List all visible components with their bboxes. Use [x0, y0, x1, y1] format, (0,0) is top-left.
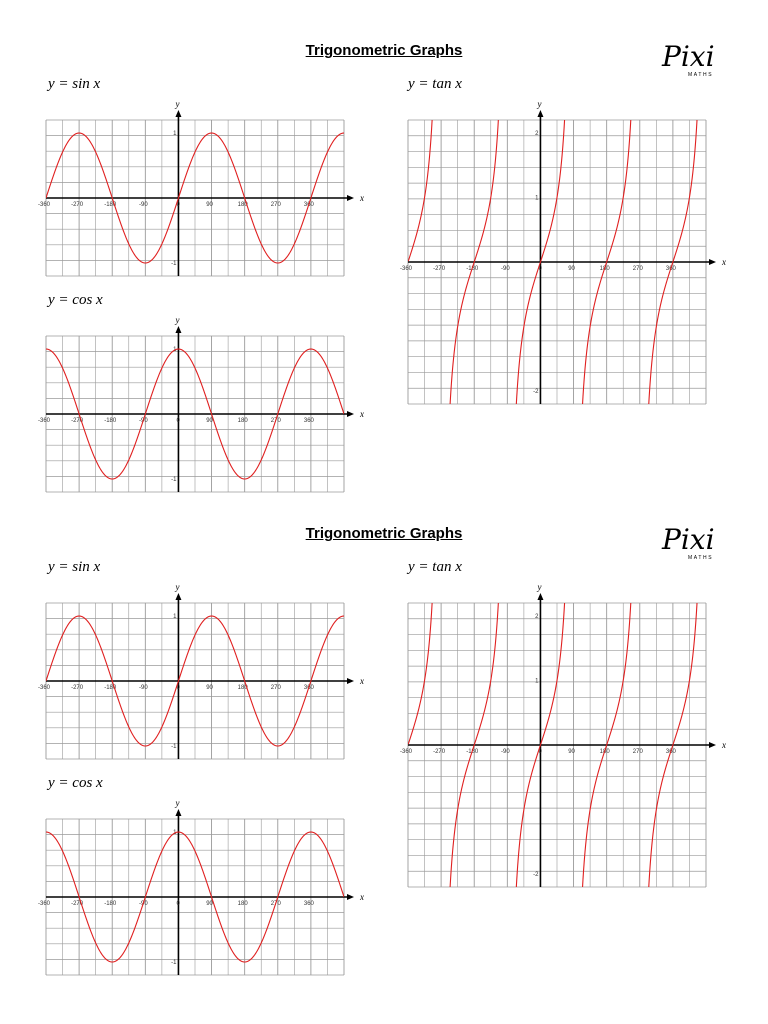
x-tick-label: 270: [632, 749, 643, 755]
x-tick-label: -270: [433, 266, 446, 272]
y-tick-label: 1: [173, 614, 177, 620]
y-tick-label: -1: [171, 477, 177, 483]
x-tick-label: 180: [237, 202, 248, 208]
x-tick-label: -90: [138, 202, 148, 208]
x-tick-label: -90: [500, 749, 510, 755]
x-axis-arrow: [709, 742, 716, 748]
cos-equation-label: y = cos x: [48, 292, 103, 308]
tan-equation-label: y = tan x: [408, 76, 462, 92]
x-tick-label: 0: [176, 202, 180, 208]
y-tick-label: -2: [533, 872, 539, 879]
x-tick-label: 270: [270, 418, 281, 424]
x-tick-label: -360: [37, 685, 51, 691]
x-tick-label: 360: [303, 202, 314, 208]
x-tick-label: -90: [138, 685, 148, 691]
tan-equation-label: y = tan x: [408, 559, 462, 575]
x-tick-label: 360: [303, 685, 314, 691]
y-tick-label: 1: [173, 131, 177, 137]
x-tick-label: -270: [433, 749, 446, 755]
page-title: Trigonometric Graphs: [305, 525, 463, 542]
cos-graph: [37, 312, 380, 504]
x-tick-label: -270: [71, 202, 84, 208]
x-tick-label: 360: [665, 266, 676, 272]
sin-graph: [37, 96, 380, 288]
x-tick-label: 270: [270, 685, 281, 691]
x-axis-label: x: [722, 257, 726, 267]
y-axis-arrow: [175, 326, 181, 333]
x-tick-label: -360: [399, 266, 413, 272]
x-tick-label: -90: [138, 901, 148, 907]
x-tick-label: 90: [206, 685, 213, 691]
y-axis-arrow: [537, 593, 543, 600]
x-tick-label: 270: [270, 901, 281, 907]
x-tick-label: -270: [71, 901, 84, 907]
x-axis-arrow: [347, 411, 354, 417]
page-title: Trigonometric Graphs: [305, 42, 463, 59]
y-axis-label: y: [175, 99, 180, 109]
x-tick-label: 360: [303, 418, 314, 424]
x-axis-label: x: [360, 676, 364, 686]
x-tick-label: 90: [206, 202, 213, 208]
x-axis-label: x: [722, 740, 726, 750]
worksheet-top: [0, 0, 768, 500]
x-axis-arrow: [347, 894, 354, 900]
x-axis-arrow: [347, 195, 354, 201]
x-tick-label: 0: [538, 749, 542, 755]
x-axis-label: x: [360, 409, 364, 419]
x-tick-label: -180: [466, 749, 479, 755]
x-tick-label: -360: [37, 901, 51, 907]
y-tick-label: 1: [173, 347, 177, 353]
y-axis-arrow: [175, 110, 181, 117]
y-tick-label: 1: [173, 830, 177, 836]
svg-text:Pixi: Pixi: [662, 40, 715, 73]
worksheet-bottom: [0, 483, 768, 983]
y-axis-label: y: [175, 315, 180, 325]
y-tick-label: -1: [171, 960, 177, 966]
curve-branch: [408, 0, 439, 261]
svg-text:MATHS: MATHS: [688, 72, 714, 78]
x-axis-label: x: [360, 193, 364, 203]
x-tick-label: -180: [104, 202, 117, 208]
y-axis-label: y: [175, 798, 180, 808]
y-tick-label: 2: [535, 613, 539, 620]
x-tick-label: -270: [71, 418, 84, 424]
y-tick-label: -1: [171, 261, 177, 267]
x-axis-arrow: [347, 678, 354, 684]
y-axis-label: y: [537, 99, 542, 109]
x-tick-label: -360: [399, 749, 413, 755]
x-tick-label: -360: [37, 202, 51, 208]
x-tick-label: 270: [270, 202, 281, 208]
x-tick-label: 0: [176, 901, 180, 907]
sin-graph: [37, 579, 380, 771]
tan-graph: [400, 96, 740, 416]
x-tick-label: 0: [176, 685, 180, 691]
x-tick-label: -90: [138, 418, 148, 424]
x-tick-label: 270: [632, 266, 643, 272]
x-tick-label: 90: [206, 901, 213, 907]
x-tick-label: 0: [176, 418, 180, 424]
x-tick-label: -180: [466, 266, 479, 272]
x-tick-label: -180: [104, 685, 117, 691]
y-tick-label: -1: [171, 744, 177, 750]
x-tick-label: 180: [599, 749, 610, 755]
x-tick-label: 180: [237, 901, 248, 907]
x-tick-label: -180: [104, 901, 117, 907]
x-tick-label: 180: [599, 266, 610, 272]
y-tick-label: -2: [533, 389, 539, 396]
cos-equation-label: y = cos x: [48, 775, 103, 791]
sin-equation-label: y = sin x: [48, 76, 101, 92]
svg-text:MATHS: MATHS: [688, 555, 714, 561]
y-axis-label: y: [537, 582, 542, 592]
x-tick-label: -270: [71, 685, 84, 691]
x-tick-label: 360: [303, 901, 314, 907]
y-tick-label: 1: [535, 195, 539, 202]
x-tick-label: 180: [237, 418, 248, 424]
x-tick-label: 0: [538, 266, 542, 272]
y-axis-arrow: [175, 809, 181, 816]
x-tick-label: 90: [206, 418, 213, 424]
x-tick-label: -90: [500, 266, 510, 272]
svg-text:Pixi: Pixi: [662, 523, 715, 556]
y-axis-arrow: [175, 593, 181, 600]
x-tick-label: -180: [104, 418, 117, 424]
x-tick-label: -360: [37, 418, 51, 424]
x-tick-label: 360: [665, 749, 676, 755]
y-axis-arrow: [537, 110, 543, 117]
x-axis-arrow: [709, 259, 716, 265]
tan-graph: [400, 579, 740, 899]
x-tick-label: 90: [568, 266, 575, 272]
y-axis-label: y: [175, 582, 180, 592]
pixi-logo: [660, 40, 726, 80]
y-tick-label: 2: [535, 130, 539, 137]
x-tick-label: 90: [568, 749, 575, 755]
cos-graph: [37, 795, 380, 987]
x-axis-label: x: [360, 892, 364, 902]
pixi-logo: [660, 523, 726, 563]
x-tick-label: 180: [237, 685, 248, 691]
sin-equation-label: y = sin x: [48, 559, 101, 575]
y-tick-label: 1: [535, 678, 539, 685]
